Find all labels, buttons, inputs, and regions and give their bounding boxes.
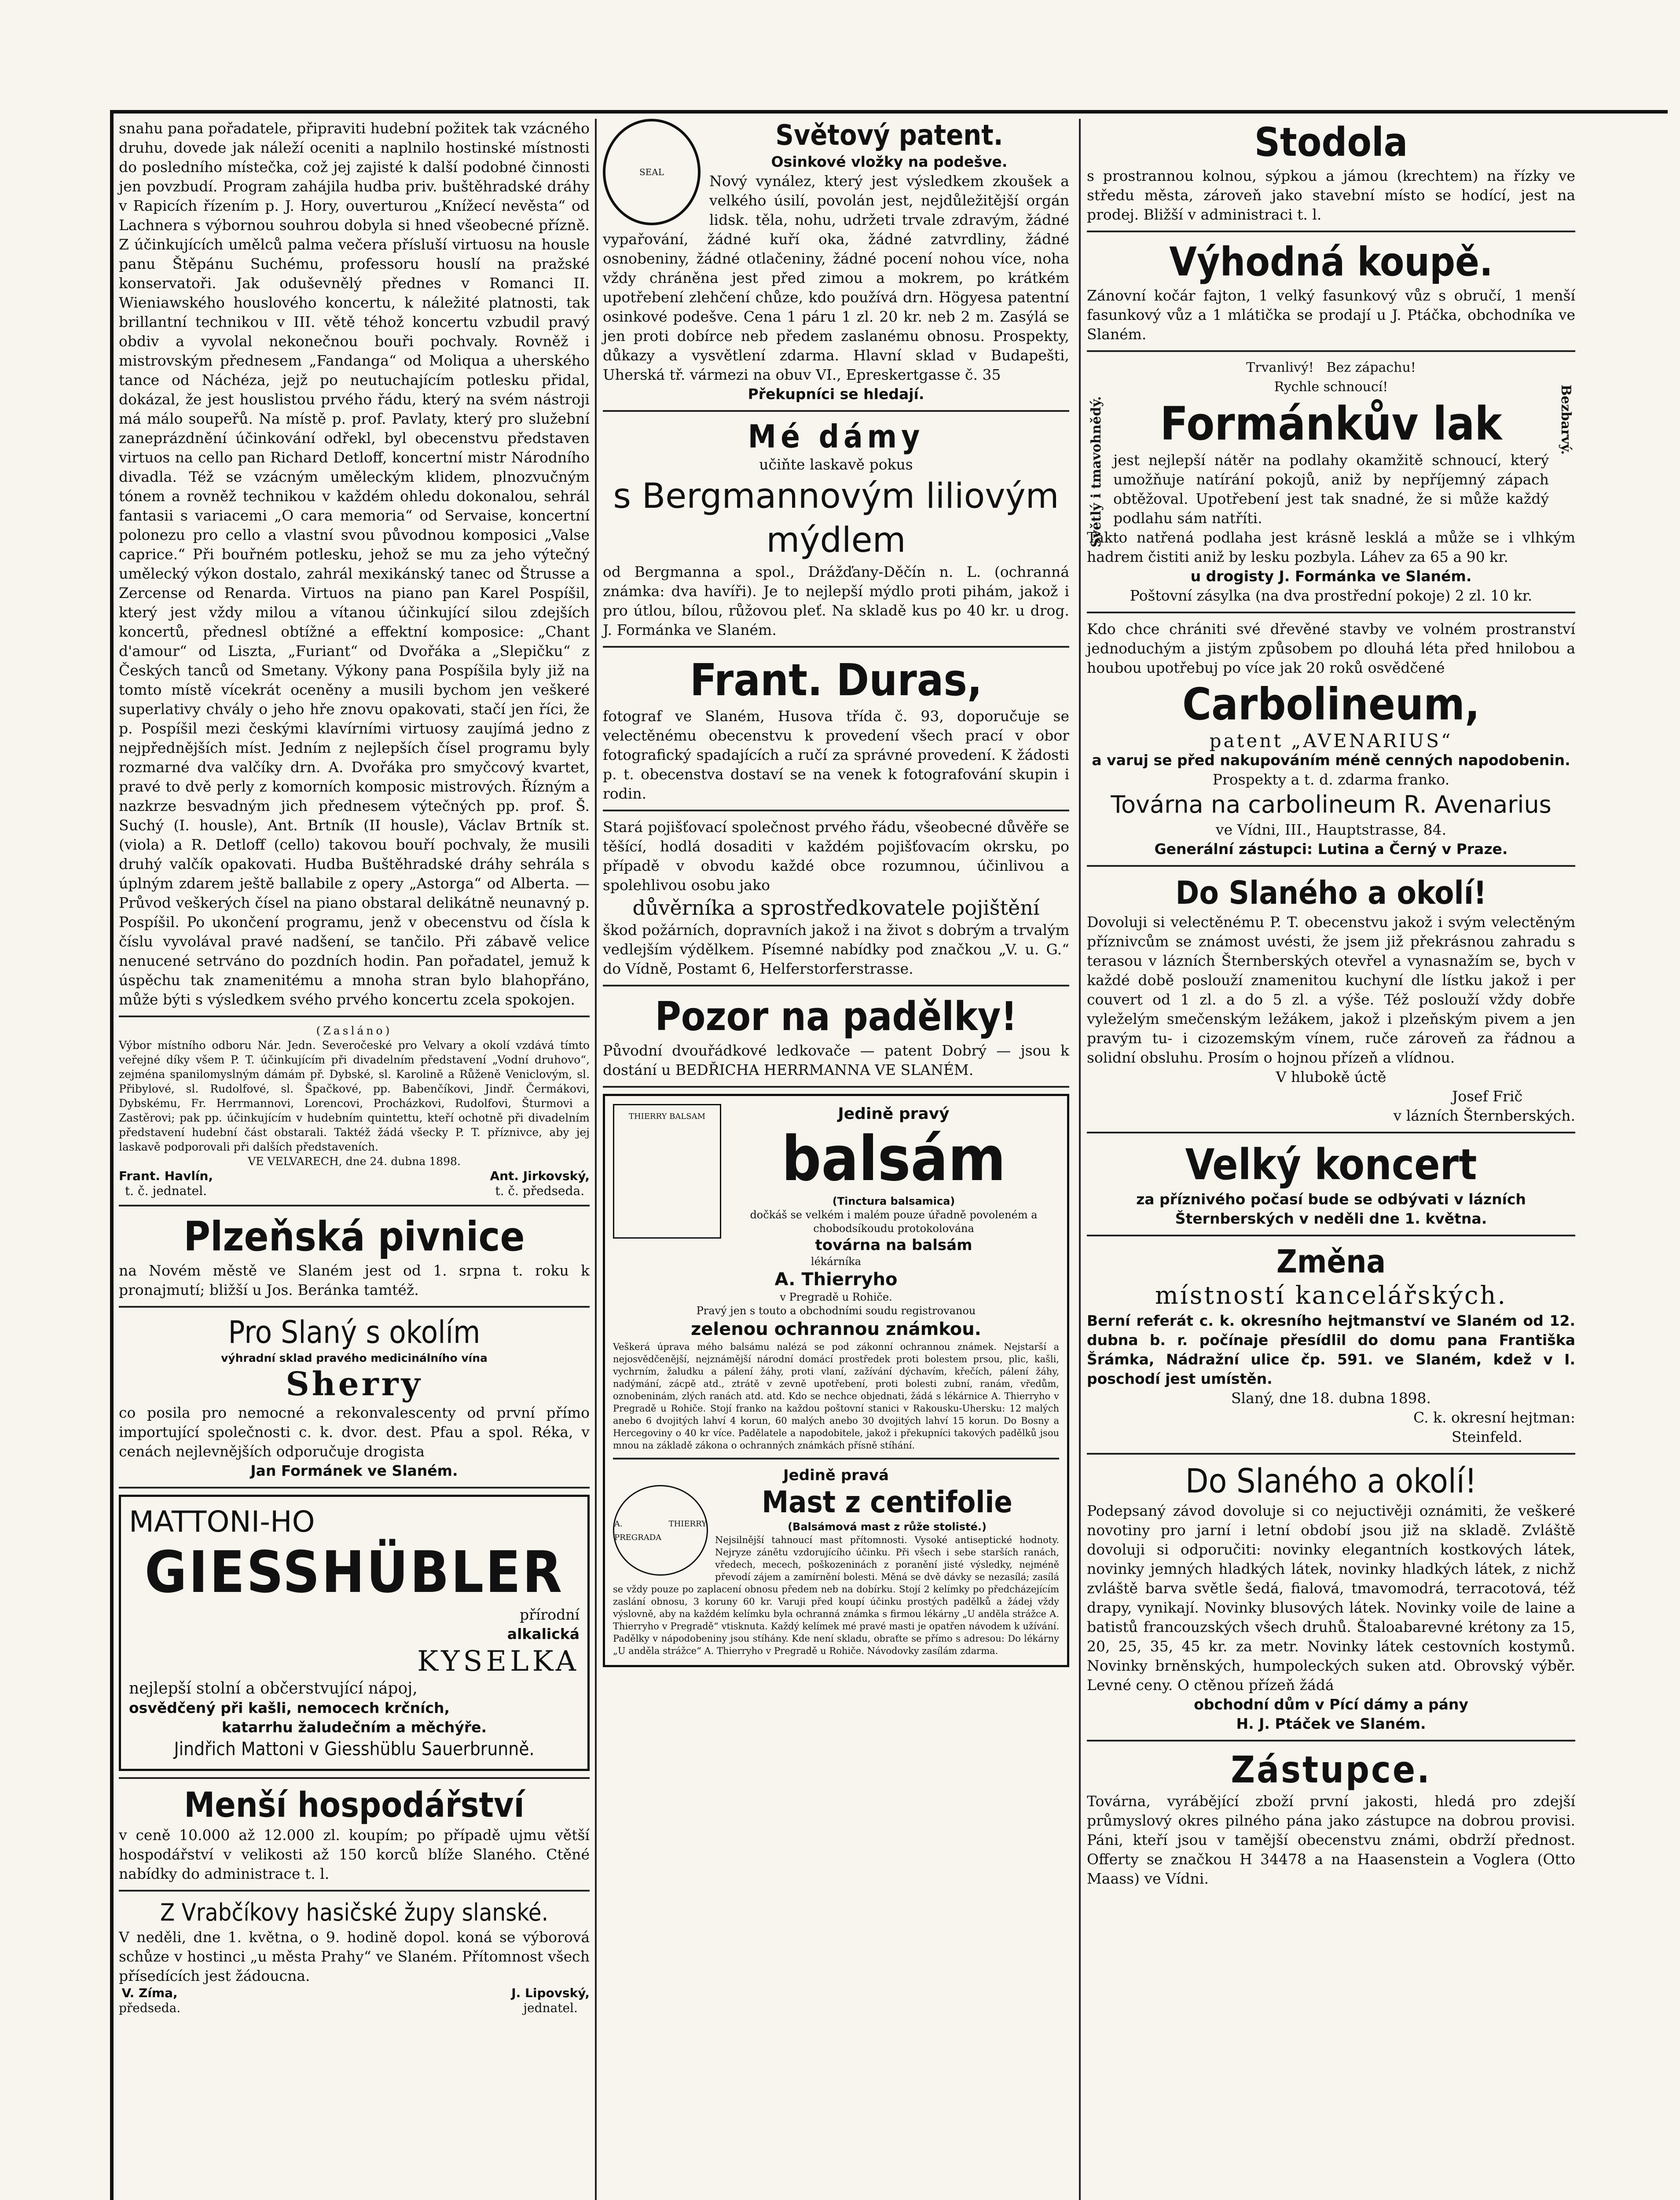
- zaslano-signatures: [119, 1169, 590, 1199]
- sherry-title: Sherry: [286, 1365, 423, 1403]
- zmena-date: Slaný, dne 18. dubna 1898.: [1231, 1390, 1431, 1407]
- slany-signature: Jan Formánek ve Slaném.: [250, 1462, 458, 1479]
- mast-title: Mast z centifolie: [762, 1485, 1012, 1520]
- column-3: [1087, 119, 1575, 1888]
- mydlo-subtitle: učiňte laskavě pokus: [759, 456, 913, 473]
- stodola-title: Stodola: [1254, 119, 1408, 165]
- divider: [1087, 1453, 1575, 1455]
- divider: [1087, 865, 1575, 867]
- zaslano-heading: (Zasláno): [316, 1024, 392, 1037]
- balsam-green: zelenou ochrannou známkou.: [691, 1319, 981, 1339]
- mensi-title: Menší hospodářství: [184, 1786, 525, 1825]
- koupe-title: Výhodná koupě.: [1169, 239, 1493, 285]
- lak-top-1: Trvanlivý!: [1246, 360, 1314, 375]
- stodola-text: s prostrannou kolnou, sýpkou a jámou (krechtem) na řízky ve středu města, zároveň jako stavební místo se hodící, jest na prodej. Bližší v administraci t. l.: [1087, 167, 1575, 223]
- column-divider-1: [595, 119, 597, 2200]
- do1-text: Dovoluji si velectěnému P. T. obecenstvu jakož i svým velectěným příznivcům se známost uvésti, že jsem již překrásnou zahradu s terasou v lázních Šternberských otevřel a vynasnažím se, bych v každé době poslouží znamenitou kuchyní dle lístku jakož i per couvert od 1 zl. a do 5 zl. a výše. Též poslouží vždy dobře vyleželým smečenským ležákem, jakož i plzeňským pivem a jen pravým tu- i cizozemským vínem, ruče zároveň za řádnou a solidní obsluhu. Prosím o hojnou přízeň a vlídnou.: [1087, 913, 1575, 1066]
- balsam-tovarna: továrna na balsám: [815, 1236, 972, 1254]
- prirodni-label: přírodní: [519, 1606, 580, 1623]
- mast-head: Jedině pravá: [783, 1467, 889, 1484]
- pivnice-title: Plzeňská pivnice: [183, 1213, 525, 1260]
- signature-role: t. č. jednatel.: [125, 1184, 207, 1198]
- divider: [603, 646, 1069, 648]
- divider: [119, 1890, 590, 1892]
- carb-prospekty: Prospekty a t. d. zdarma franko.: [1212, 771, 1450, 788]
- lak-text-2: Takto natřená podlaha jest krásně lesklá a může se i vlhkým hadrem čistiti aniž by lesku pozbyla. Láhev za 65 a 90 kr.: [1087, 529, 1575, 565]
- carb-patent: patent „AVENARIUS“: [1209, 730, 1453, 752]
- do2-sign-2: H. J. Ptáček ve Slaném.: [1236, 1715, 1426, 1732]
- balsam-place: v Pregradě u Rohiče.: [780, 1291, 892, 1303]
- svet-text: Nový vynález, který jest výsledkem zkoušek a velkého úsilí, povolán jest, nejdůležitější orgán lidsk. těla, nohu, udržeti trvale zdravým, žádné vypařování, žádné kuří oka, žádné zatvrdliny, žádné osnobeniny, žádné otlačeniny, žádné pocení nohou více, noha vždy chráněna jest před zimou a mokrem, po krátkém upotřebení zlehčení chůze, kdo používá drn. Högyesa patentní osinkové podešve. Cena 1 páru 1 zl. 20 kr. neb 2 m. Zasýlá se jen proti dobírce neb předem zaslanému obnosu. Prospekty, důkazy a vysvětlení zdarma. Hlavní sklad v Budapešti, Uherská tř. vármezi na obuv VI., Epreskertgasse č. 35: [603, 172, 1069, 383]
- balsam-text-1: dočkáš se velkém i malém pouze úřadně povoleném a chobodsíkoudu protokolována: [750, 1209, 1038, 1235]
- signature-name: Frant. Havlín,: [119, 1169, 213, 1183]
- zmena-sig-2: Steinfeld.: [1451, 1428, 1522, 1445]
- pojist-text-2: škod požárních, dopravních jakož i na život s dobrým a trvalým vedlejším výdělkem. Písemné nabídky pod značkou „V. u. G.“ do Vídně, Postamt 6, Helferstorferstrasse.: [603, 921, 1069, 977]
- lak-top-3: Rychle schnoucí!: [1274, 379, 1388, 395]
- balsam-lekarnika: lékárníka: [811, 1255, 862, 1268]
- kyselka-text-2: osvědčený při kašli, nemocech krčních,: [129, 1699, 450, 1716]
- balsam-pravy: Pravý jen s touto a obchodními soudu registrovanou: [696, 1305, 976, 1317]
- kyselka-text-1: nejlepší stolní a občerstvující nápoj,: [129, 1679, 418, 1698]
- mast-subtitle: (Balsámová mast z růže stolisté.): [788, 1521, 987, 1533]
- mast-logo-icon: [613, 1485, 708, 1576]
- jindrich-mattoni: Jindřich Mattoni v Giesshüblu Sauerbrunně.: [174, 1738, 535, 1760]
- mydlo-text: od Bergmanna a spol., Drážďany-Děčín n. L. (ochranná známka: dva havíři). Je to nejlepší mýdlo proti pihám, jakož i pro útlou, bílou, růžovou pleť. Na skladě kus po 40 kr. u drog. J. Formánka ve Slaném.: [603, 563, 1069, 638]
- divider: [603, 410, 1069, 412]
- duras-title: Frant. Duras,: [690, 654, 983, 706]
- column-2: [603, 119, 1069, 1672]
- zaslano-place: VE VELVARECH, dne 24. dubna 1898.: [248, 1155, 461, 1168]
- pozor-text: Původní dvouřádkové ledkovače — patent Dobrý — jsou k dostání u BEDŘICHA HERRMANNA VE SLANÉM.: [603, 1042, 1069, 1078]
- duras-text: fotograf ve Slaném, Husova třída č. 93, doporučuje se velectěnému obecenstvu k provedení všech prací v obor fotografický spadajících a ručí za správné provedení. K žádosti p. t. obecenstva dostaví se na venek k fotografování skupin i rodin.: [603, 708, 1069, 802]
- signature-name: J. Lipovský,: [511, 1986, 590, 2000]
- balsam-name: A. Thierryho: [774, 1269, 898, 1290]
- balsam-subtitle: (Tinctura balsamica): [832, 1195, 955, 1207]
- pozor-title: Pozor na padělky!: [655, 994, 1017, 1040]
- signature-role: t. č. předseda.: [495, 1184, 585, 1198]
- divider: [1087, 612, 1575, 613]
- divider: [119, 1777, 590, 1779]
- vrab-title: Z Vrabčíkovy hasičské župy slanské.: [160, 1899, 548, 1926]
- signature-role: jednatel.: [523, 2001, 578, 2015]
- do2-sign-1: obchodní dům v Pící dámy a pány: [1194, 1696, 1468, 1713]
- divider: [1087, 231, 1575, 232]
- signature-role: předseda.: [119, 2001, 181, 2015]
- slany-text: co posila pro nemocné a rekonvalescenty od první přímo importující společnosti c. k. dvor. dest. Pfau a spol. Réka, v cenách nejlevnějších odporučuje drogista: [119, 1404, 590, 1460]
- divider: [613, 1458, 1059, 1459]
- column-divider-2: [1079, 119, 1081, 2200]
- lak-top-2: Bez zápachu!: [1326, 360, 1416, 375]
- lak-post: Poštovní zásylka (na dva prostřední pokoje) 2 zl. 10 kr.: [1130, 587, 1533, 604]
- pojist-bold: důvěrníka a sprostředkovatele pojištění: [632, 896, 1040, 920]
- carb-varuj: a varuj se před nakupováním méně cenných napodobenin.: [1092, 752, 1570, 769]
- divider: [1087, 1132, 1575, 1133]
- carb-tovarna: Továrna na carbolineum R. Avenarius: [1111, 791, 1552, 818]
- balsam-head: Jedině pravý: [838, 1105, 950, 1123]
- do2-title: Do Slaného a okolí!: [1185, 1461, 1477, 1500]
- svet-end: Překupníci se hledají.: [748, 385, 924, 403]
- pojist-text: Stará pojišťovací společnost prvého řádu, všeobecné důvěře se těšící, hodlá dosaditi v každém pojišťovacím okrsku, po případě v obvodu každé obce rozumnou, účinlivou a spolehlivou osobu jako: [603, 818, 1069, 894]
- koncert-title: Velký koncert: [1185, 1140, 1477, 1189]
- concert-report: snahu pana pořadatele, připraviti hudební požitek tak vzácného druhu, dovede jak náleží oceniti a naplnilo hostinské místnosti do posledního místečka, což jej zajisté k další podobné činnosti jen povzbudí. Program zahájila hudba priv. buštěhradské dráhy v Rapicích řízením p. J. Hory, ouverturou „Knížecí nevěsta“ od Lachnera s výbornou souhrou dobyla si hned všeobecné přízně. Z účinkujících umělců palma večera přísluší virtuosu na housle panu Štěpánu Suchému, professoru houslí na pražské konservatoři. Jak oduševnělý přednes v Romanci II. Wieniawského houslového koncertu, k náležité platnosti, tak brillantní technikou v III. větě téhož koncertu vzbudil pravý obdiv a vyvolal nekonečnou bouři pochvaly. Rovněž i mistrovským přednesem „Fandanga“ od Moliqua a uherského tance od Náchéza, jejž po neutuchajícím potlesku přidal, dokázal, že jest houslistou prvého řádu, který na svém nástroji má málo soupeřů. Na místě p. prof. Pavlaty, který pro služební zaneprázdnění účinkování odřekl, byl obecenstvu představen virtuos na cello pan Richard Detloff, koncertní mistr Národního divadla. Též se vzácným uměleckým klidem, plnozvučným tónem a rovněž technikou v každém ohledu dokonalou, sehrál fantasii s variacemi „O cara memoria“ od Servaise, koncertní polonezu pro cello a vlastní svou původnou komposici „Valse caprice.“ Při bouřném potlesku, jehož se mu za jeho výtečný umělecký výkon dostalo, zahrál mexikánský tanec od Štrusse a Zercense od Renarda. Virtuos na piano pan Karel Pospíšil, který jest vždy milou a vítanou účinkující silou zdejších koncertů, přednesl obtížné a effektní komposice: „Chant d'amour“ od Liszta, „Furiant“ od Dvořáka a „Slepičku“ z Českých tanců od Smetany. Výkony pana Pospíšila byly již na tomto místě vícekrát oceněny a musili bychom jen veškeré superlativy chvály o jeho hře znovu opakovati, stačí jen říci, že p. Pospíšil mezi českými klavírními virtuosy zaujímá jedno z nejpřednějších míst. Jedním z nejlepších čísel programu byly rozmarné dva valčíky drn. A. Dvořáka pro smyčcový kvartet, pravé to dvě perly z komorních komposic mistrových. Řízným a nazkrze besvadným jich přednesem výtečných pp. prof. Š. Suchý (I. housle), Ant. Brtník (II housle), Václav Brtník st. (viola) a R. Detloff (cello) takovou bouří pochvaly, že musili druhý valčík opakovati. Hudba Buštěhradské dráhy sehrála s úplným zdarem ještě ballabile z opery „Astorga“ od Alberta. — Průvod veškerých čísel na piano obstaral delikátně neunavný p. Pospíšil. Po ukončení programu, jenž v obecenstvu od čísla k číslu vyvolával pravé nadšení, se tančilo. Při zábavě velice nenucené setrváno do pozdních hodin. Pan pořadatel, jemuž k úspěchu tak znamenitému a mnoha stran bylo blahopřáno, může býti s výsledkem svého prvého koncertu zcela spokojen.: [119, 120, 590, 1008]
- frame-top-rule: [110, 110, 1668, 114]
- carb-general: Generální zástupci: Lutina a Černý v Praze.: [1154, 840, 1508, 858]
- vrab-text: V neděli, dne 1. května, o 9. hodině dopol. koná se výborová schůze v hostinci „u města Prahy“ ve Slaném. Přítomnost všech přísedících jest žádoucna.: [119, 1929, 590, 1984]
- do1-sign-1: V hlubokě úctě: [1276, 1068, 1387, 1085]
- mydlo-ad: [603, 418, 1069, 640]
- svet-title: Světový patent.: [775, 119, 1003, 152]
- mattoni-name: MATTONI-HO: [129, 1505, 315, 1539]
- balsam-title: balsám: [781, 1123, 1006, 1195]
- signature-name: V. Zíma,: [121, 1986, 178, 2000]
- balsam-small: Veškerá úprava mého balsámu nalézá se pod zákonní ochrannou známek. Nejstarší a nejosvědčenější, nejznámější národní domácí prostředek proti bolestem prsou, plic, kašli, vychrním, žaludku a pálení žáhy, proti vlaní, zažívání dýchavím, křečích, pálení žáhy, nadýmání, zácpě atd., ztrátě v zevně upotřebení, proti bolesti zubní, ranám, vředům, oznobeninám, zlých ranách atd. atd. Kdo se nechce objednati, žádá s lékárnice A. Thierryho v Pregradě u Rohiče. Stojí franko na každou poštovní stanici v Rakousku-Uhersku: 12 malých anebo 6 dvojitých lahví 4 korun, 60 malých anebo 30 dvojitých lahví 15 korun. Do Bosny a Hercegoviny o 40 kr více. Padělatele a napodobitele, jakož i překupníci takových padělků jsou mnou na základě zákona o ochranných známkách přísně stíhání.: [613, 1342, 1059, 1451]
- thierry-figure-icon: [613, 1104, 721, 1239]
- koupe-text: Zánovní kočár fajton, 1 velký fasunkový vůz s obručí, 1 menší fasunkový vůz a 1 mlátička se prodají u J. Ptáčka, obchodníka ve Slaném.: [1087, 287, 1575, 343]
- divider: [119, 1487, 590, 1489]
- divider: [603, 985, 1069, 986]
- divider: [119, 1306, 590, 1308]
- zmena-subtitle: místností kancelářských.: [1155, 1281, 1508, 1310]
- patent-seal-icon: [603, 119, 701, 225]
- zast-text: Továrna, vyrábějící zboží první jakosti, hledá pro zdejší průmyslový okres pilného pána jako zástupce na dobrou provisi. Páni, kteří jsou v tamější obecenstvu známi, obdrží přednost. Offerty se značkou H 34478 a na Haasenstein a Voglera (Otto Maass) ve Vídni.: [1087, 1793, 1575, 1887]
- carb-address: ve Vídni, III., Hauptstrasse, 84.: [1215, 821, 1447, 838]
- zmena-sig: C. k. okresní hejtman:: [1413, 1409, 1575, 1426]
- mydlo-big: s Bergmannovým liliovým mýdlem: [613, 477, 1059, 560]
- mydlo-title: Mé dámy: [748, 418, 924, 455]
- mast-text: Nejsilnější tahnoucí mast přítomnosti. Vysoké antiseptické hodnoty. Nejryze zánětu vzdorujícího účinku. Při všech i sebe starších ranách, vředech, mecech, poškozeninách z poranění jisté výsledky, nejméně převodí zájem a zamírnění bolesti. Měná se dvě dávky se nezasílá; zasílá se vždy pouze po zaplacení obnosu předem neb na dobírku. Stojí 2 kelímky po předcházejícím zaslání obnosu, 3 koruny 60 kr. Varuji před koupí účinku prostých padělků a žádej vždy výslovně, aby na každém kelímku byla ochranná známka s firmou lékárny „U anděla strážce A. Thierryho v Pregradě“ vtisknuta. Každý kelímek mé pravé masti je opatřen návodem k užívání. Padělky v nápodobeniny jsou stíhány. Kde není skladu, obraťte se přímo s adresou: Do lékárny „U anděla strážce“ A. Thierryho v Pregradě u Rohiče. Návodovky zasílám zdarma.: [613, 1535, 1059, 1656]
- lak-right-label: Bezbarvý.: [1558, 385, 1574, 455]
- mensi-text: v ceně 10.000 až 12.000 zl. koupím; po případě ujmu větší hospodářství v velikosti až 150 korců blíže Slaného. Ctěné nabídky do administrace t. l.: [119, 1826, 590, 1882]
- zaslano-text: Výbor místního odboru Nár. Jedn. Severočeské pro Velvary a okolí vzdává tímto veřejné díky všem P. T. účinkujícím při divadelním představení „Vodní druhovo“, zejména spanilomyslným dámám př. Dybské, sl. Karolině a Růženě Veniclovým, sl. Přibylové, sl. Rudolfové, sl. Špačkové, pp. Babenčíkovi, Jindř. Čermákovi, Dybskému, Fr. Herrmannovi, Lorencovi, Procházkovi, Rudolfovi, Šturmovi a Zastěrovi; pak pp. účinkujícím v hudebním quintettu, kteří ochotně při divadelním představení hudební část obstarali. Taktéž žádá všecky P. T. příznivce, aby jej laskavě podporovali při dalších představeních.: [119, 1039, 590, 1153]
- frame-left-rule: [110, 110, 114, 2200]
- kyselka-text-3: katarrhu žaludečním a měchýře.: [221, 1719, 487, 1736]
- seal-label: SEAL: [639, 167, 664, 177]
- zmena-title: Změna: [1276, 1243, 1386, 1280]
- lak-title: Formánkův lak: [1160, 397, 1502, 451]
- carb-text: Kdo chce chrániti své dřevěné stavby ve volném prostranství jednoduchým a jistým způsobem po dlouhá léta před hnilobou a houbou upotřebuj po více jak 20 roků osvědčené: [1087, 620, 1575, 676]
- lak-left-label: Světlý i tmavohnědý.: [1089, 396, 1104, 547]
- slany-title: Pro Slaný s okolím: [228, 1314, 481, 1350]
- do2-text: Podepsaný závod dovoluje si co nejuctivěji oznámiti, že veškeré novotiny pro jarní i letní období jsou již na skladě. Zvláště dovoluji si odporučiti: novinky elegantních kostkových látek, novinky jemných hladkých látek, novinky hladkých látek, z nichž zvláště barva světle šedá, fialová, tmavomodrá, terracotová, též drapy, vynikají. Novinky blusových látek. Novinky voile de laine a batistů francouzských všech druhů. Štaloabarevné krétony za 15, 20, 25, 35, 45 kr. za metr. Novinky látek cestovních kostymů. Novinky brněnských, humpoleckých suken atd. Obrovský výběr. Levné ceny. O ctěnou přízeň žádá: [1087, 1502, 1575, 1694]
- divider: [603, 1086, 1069, 1088]
- divider: [119, 1205, 590, 1206]
- do1-sign-2: Josef Frič: [1452, 1088, 1522, 1105]
- divider: [119, 1016, 590, 1017]
- mattoni-ad: [119, 1495, 590, 1771]
- zast-title: Zástupce.: [1231, 1748, 1431, 1791]
- balsam-ad: [603, 1094, 1069, 1667]
- thierry-label: THIERRY BALSAM: [628, 1112, 706, 1121]
- signature-name: Ant. Jirkovský,: [490, 1169, 590, 1183]
- alkalicka-label: alkalická: [507, 1625, 580, 1643]
- pivnice-text: na Novém městě ve Slaném jest od 1. srpna t. roku k pronajmutí; bližší u Jos. Beránka tamtéž.: [119, 1262, 590, 1298]
- column-1: [119, 119, 590, 2016]
- lak-drogista: u drogisty J. Formánka ve Slaném.: [1190, 568, 1472, 585]
- zmena-text: Berní referát c. k. okresního hejtmanství ve Slaném od 12. dubna b. r. počínaje přesídlil do domu pana Františka Šrámka, Nádražní ulice čp. 591. ve Slaném, kdež v I. poschodí jest umístěn.: [1087, 1312, 1575, 1387]
- giesshubler-title: GIESSHÜBLER: [144, 1539, 564, 1606]
- divider: [1087, 350, 1575, 352]
- divider: [1087, 1235, 1575, 1236]
- do1-sign-3: v lázních Šternberských.: [1393, 1107, 1575, 1124]
- do1-title: Do Slaného a okolí!: [1175, 874, 1487, 911]
- koncert-text: za příznivého počasí bude se odbývati v lázních Šternberských v neděli dne 1. května.: [1136, 1191, 1526, 1227]
- svet-subtitle: Osinkové vložky na podešve.: [771, 153, 1008, 170]
- kyselka-label: KYSELKA: [417, 1645, 580, 1678]
- slany-subtitle: výhradní sklad pravého medicinálního vína: [221, 1352, 488, 1364]
- svet-ad: [603, 119, 1069, 404]
- vrab-signatures: [119, 1986, 590, 2016]
- carb-title: Carbolineum,: [1182, 678, 1480, 730]
- divider: [603, 810, 1069, 811]
- divider: [1087, 1740, 1575, 1742]
- lak-text: jest nejlepší nátěr na podlahy okamžitě schnoucí, který umožňuje natírání pokojů, aniž by nepříjemný zápach obtěžoval. Upotřebení jest tak snadné, že si může každý podlahu sám natříti.: [1113, 451, 1549, 527]
- lak-top: [1113, 358, 1549, 378]
- mast-logo-label: A. THIERRY PREGRADA: [614, 1519, 707, 1542]
